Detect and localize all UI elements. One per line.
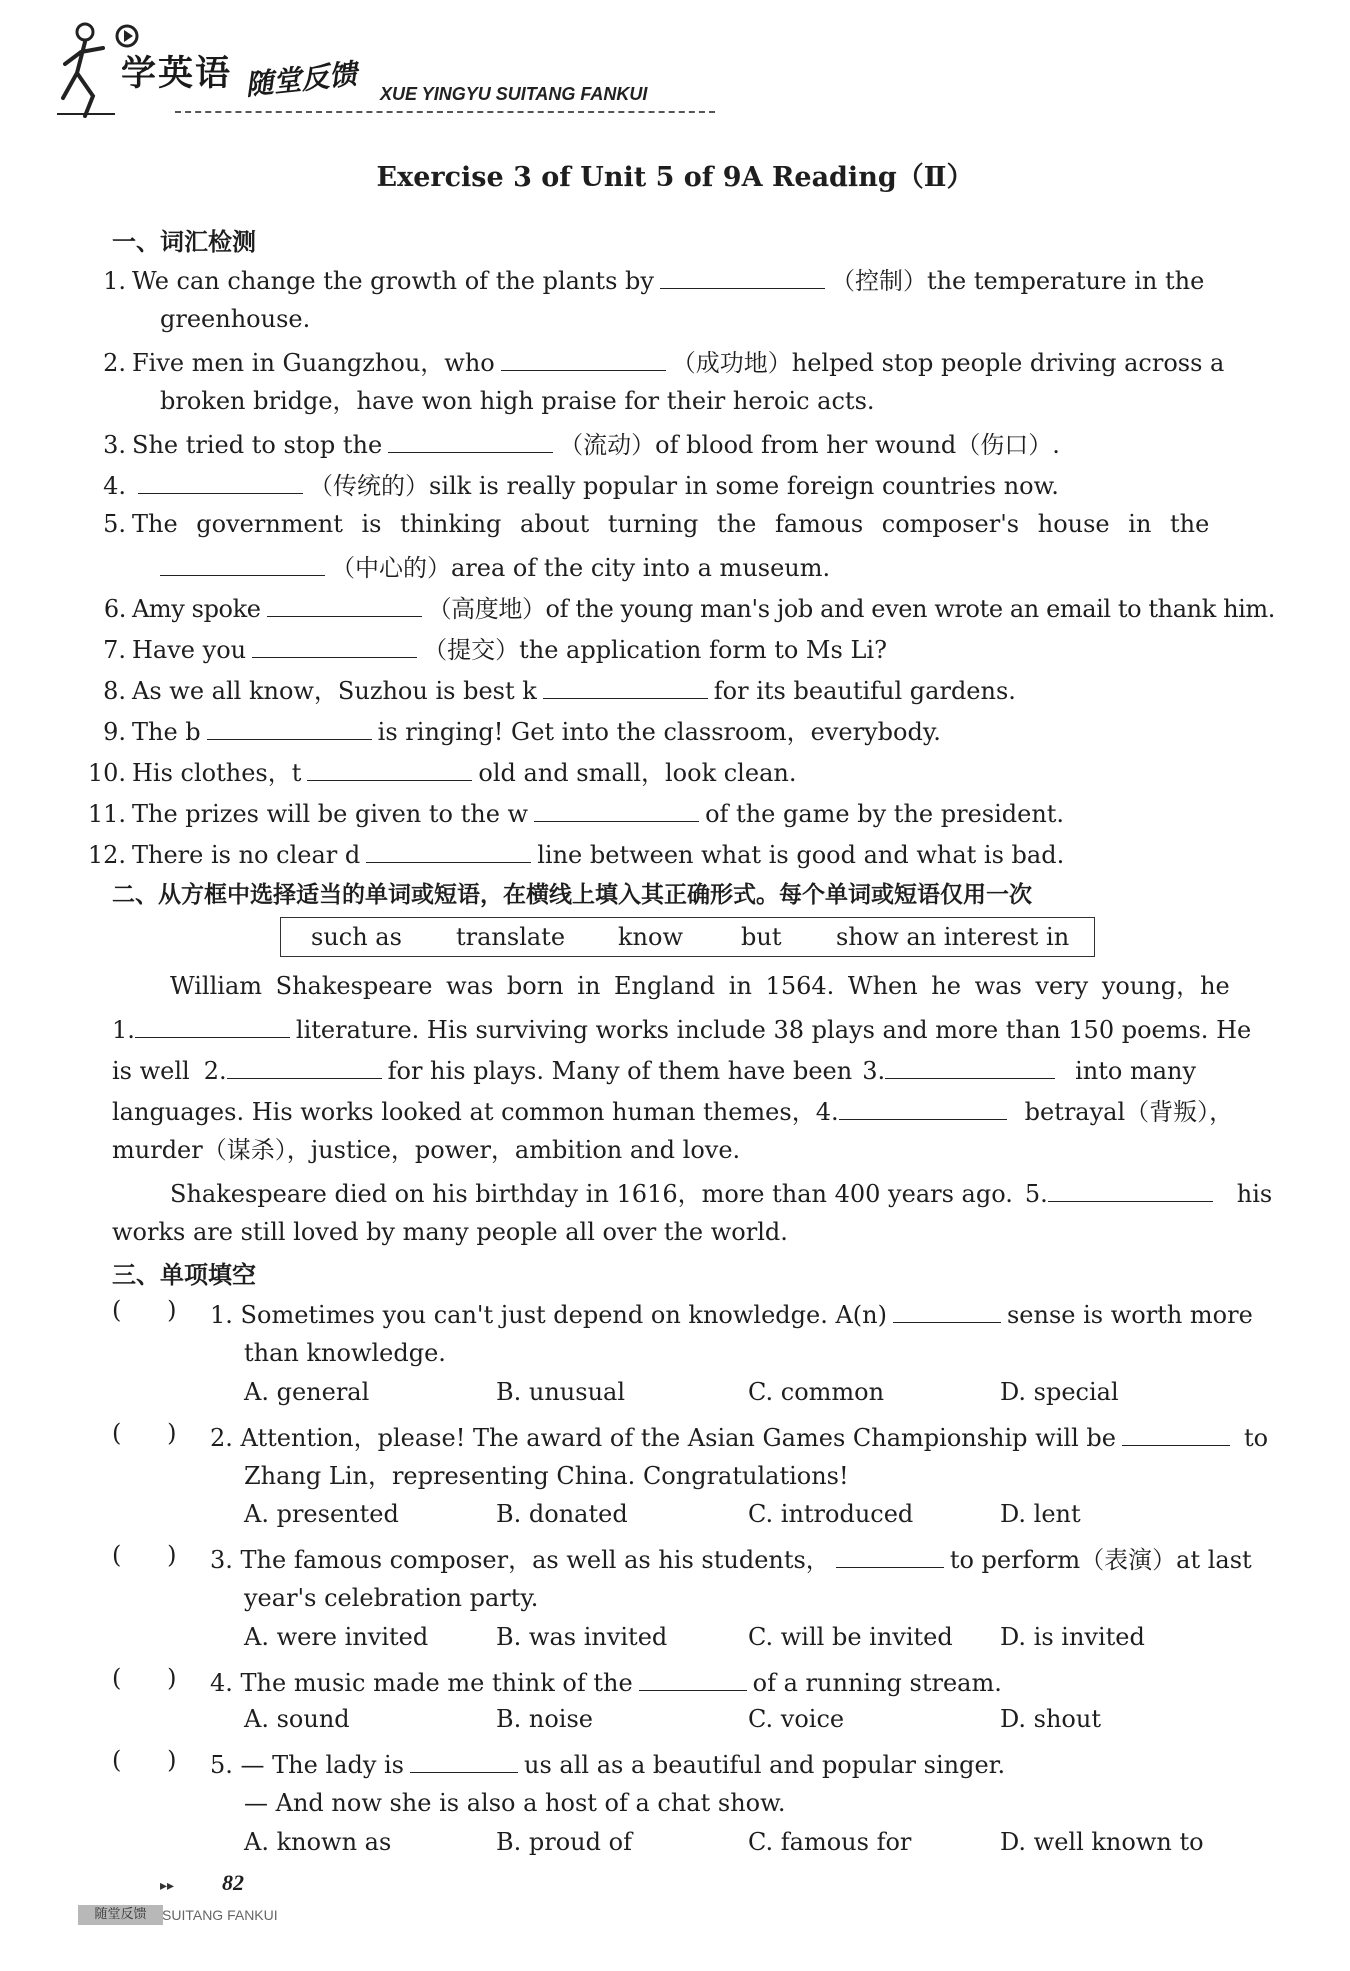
- passage-blank-4[interactable]: [839, 1093, 1007, 1120]
- blank[interactable]: [138, 467, 303, 494]
- passage-blank-2[interactable]: [227, 1052, 382, 1079]
- header-latin: XUE YINGYU SUITANG FANKUI: [380, 84, 648, 104]
- answer-parens-1[interactable]: ( ): [112, 1296, 177, 1324]
- passage-line-4: languages. His works looked at common human themes，4. betrayal（背叛），: [112, 1093, 1233, 1128]
- blank: [893, 1296, 1001, 1323]
- q1-option-d[interactable]: D. special: [1000, 1378, 1119, 1406]
- q4-option-d[interactable]: D. shout: [1000, 1705, 1101, 1733]
- s1-item-6: 6. Amy spoke （高度地）of the young man's job and even wrote an email to thank him.: [86, 590, 1275, 625]
- q4-option-c[interactable]: C. voice: [748, 1705, 845, 1733]
- q2-option-b[interactable]: B. donated: [496, 1500, 628, 1528]
- answer-parens-3[interactable]: ( ): [112, 1541, 177, 1569]
- q2-option-a[interactable]: A. presented: [244, 1500, 399, 1528]
- blank: [410, 1746, 518, 1773]
- q1-option-a[interactable]: A. general: [244, 1378, 370, 1406]
- s1-item-1: 1. We can change the growth of the plants by （控制）the temperature in the: [86, 262, 1204, 297]
- answer-parens-2[interactable]: ( ): [112, 1419, 177, 1447]
- s1-item-9: 9. The b is ringing! Get into the classroom，everybody.: [86, 713, 941, 748]
- s1-item-3: 3. She tried to stop the （流动）of blood from her wound（伤口）.: [86, 426, 1060, 461]
- page-title: Exercise 3 of Unit 5 of 9A Reading（Ⅱ）: [376, 162, 974, 193]
- passage-line-1: William Shakespeare was born in England in 1564. When he was very young，he: [170, 972, 1230, 1000]
- q2-line-1: 2. Attention，please! The award of the Asian Games Championship will be to: [210, 1419, 1268, 1454]
- blank[interactable]: [366, 836, 531, 863]
- q5-line-2: — And now she is also a host of a chat show.: [244, 1789, 786, 1817]
- box-word-such-as: such as: [311, 923, 402, 951]
- page-number: 82: [222, 1870, 244, 1895]
- q5-option-c[interactable]: C. famous for: [748, 1828, 912, 1856]
- section3-heading: 三、单项填空: [112, 1261, 256, 1289]
- section1-heading: 一、词汇检测: [112, 228, 256, 256]
- passage-blank-3[interactable]: [885, 1052, 1055, 1079]
- q3-option-c[interactable]: C. will be invited: [748, 1623, 953, 1651]
- q2-option-c[interactable]: C. introduced: [748, 1500, 914, 1528]
- box-word-know: know: [618, 923, 683, 951]
- q3-option-b[interactable]: B. was invited: [496, 1623, 668, 1651]
- box-word-show-an-interest-in: show an interest in: [836, 923, 1070, 951]
- s1-item-2: 2. Five men in Guangzhou，who （成功地）helped stop people driving across a: [86, 344, 1224, 379]
- word-box: [280, 917, 1095, 957]
- blank[interactable]: [534, 795, 699, 822]
- q2-line-2: Zhang Lin，representing China. Congratulations!: [244, 1462, 849, 1490]
- s1-item-7: 7. Have you （提交）the application form to Ms Li?: [86, 631, 887, 666]
- s1-item-5-cont: （中心的）area of the city into a museum.: [154, 549, 830, 584]
- blank[interactable]: [660, 262, 825, 289]
- header-subtitle: 随堂反馈: [243, 57, 359, 102]
- passage-line-2: 1. literature. His surviving works include 38 plays and more than 150 poems. He: [112, 1011, 1251, 1046]
- passage-line-7: works are still loved by many people all over the world.: [112, 1218, 788, 1246]
- s1-item-11: 11. The prizes will be given to the w of the game by the president.: [86, 795, 1064, 830]
- q1-option-b[interactable]: B. unusual: [496, 1378, 626, 1406]
- q5-option-d[interactable]: D. well known to: [1000, 1828, 1204, 1856]
- passage-blank-1[interactable]: [135, 1011, 290, 1038]
- s1-item-12: 12. There is no clear d line between what is good and what is bad.: [86, 836, 1064, 871]
- answer-parens-4[interactable]: ( ): [112, 1664, 177, 1692]
- blank: [1122, 1419, 1230, 1446]
- passage-line-6: Shakespeare died on his birthday in 1616，more than 400 years ago. 5. his: [170, 1175, 1272, 1210]
- blank[interactable]: [543, 672, 708, 699]
- blank[interactable]: [307, 754, 472, 781]
- blank[interactable]: [252, 631, 417, 658]
- s1-item-4: 4. （传统的）silk is really popular in some foreign countries now.: [86, 467, 1059, 502]
- passage-line-3: is well 2. for his plays. Many of them have been 3. into many: [112, 1052, 1196, 1087]
- q3-option-d[interactable]: D. is invited: [1000, 1623, 1145, 1651]
- s1-item-1-cont: greenhouse.: [160, 305, 311, 333]
- q3-option-a[interactable]: A. were invited: [244, 1623, 429, 1651]
- q2-option-d[interactable]: D. lent: [1000, 1500, 1081, 1528]
- blank[interactable]: [160, 549, 325, 576]
- q5-option-a[interactable]: A. known as: [244, 1828, 392, 1856]
- q5-option-b[interactable]: B. proud of: [496, 1828, 632, 1856]
- answer-parens-5[interactable]: ( ): [112, 1746, 177, 1774]
- footer-latin: SUITANG FANKUI: [162, 1907, 278, 1923]
- blank: [639, 1664, 747, 1691]
- q3-line-2: year's celebration party.: [244, 1584, 539, 1612]
- q1-line-2: than knowledge.: [244, 1339, 446, 1367]
- s1-item-10: 10. His clothes，t old and small，look clean.: [86, 754, 796, 789]
- passage-blank-5[interactable]: [1048, 1175, 1213, 1202]
- s1-item-5: 5. The government is thinking about turning the famous composer's house in the: [103, 510, 1210, 538]
- q3-line-1: 3. The famous composer，as well as his students， to perform（表演）at last: [210, 1541, 1252, 1576]
- arrow-icon: ▸▸: [160, 1878, 175, 1894]
- q4-option-a[interactable]: A. sound: [244, 1705, 350, 1733]
- s1-item-2-cont: broken bridge，have won high praise for their heroic acts.: [160, 387, 875, 415]
- blank[interactable]: [388, 426, 553, 453]
- blank[interactable]: [207, 713, 372, 740]
- header-divider: [175, 111, 715, 113]
- passage-line-5: murder（谋杀），justice，power，ambition and love.: [112, 1136, 741, 1164]
- header: [55, 18, 675, 128]
- q1-option-c[interactable]: C. common: [748, 1378, 885, 1406]
- q4-option-b[interactable]: B. noise: [496, 1705, 593, 1733]
- s1-item-8: 8. As we all know，Suzhou is best k for its beautiful gardens.: [86, 672, 1016, 707]
- blank[interactable]: [501, 344, 666, 371]
- header-title: 学英语: [121, 54, 233, 94]
- section2-heading: 二、从方框中选择适当的单词或短语，在横线上填入其正确形式。每个单词或短语仅用一次: [112, 882, 1032, 908]
- blank[interactable]: [267, 590, 422, 617]
- q5-line-1: 5. — The lady is us all as a beautiful and popular singer.: [210, 1746, 1005, 1781]
- q1-line-1: 1. Sometimes you can't just depend on knowledge. A(n) sense is worth more: [210, 1296, 1253, 1331]
- q4-line-1: 4. The music made me think of the of a running stream.: [210, 1664, 1002, 1699]
- footer-bar: 随堂反馈: [78, 1905, 163, 1925]
- blank: [836, 1541, 944, 1568]
- box-word-translate: translate: [456, 923, 566, 951]
- box-word-but: but: [741, 923, 782, 951]
